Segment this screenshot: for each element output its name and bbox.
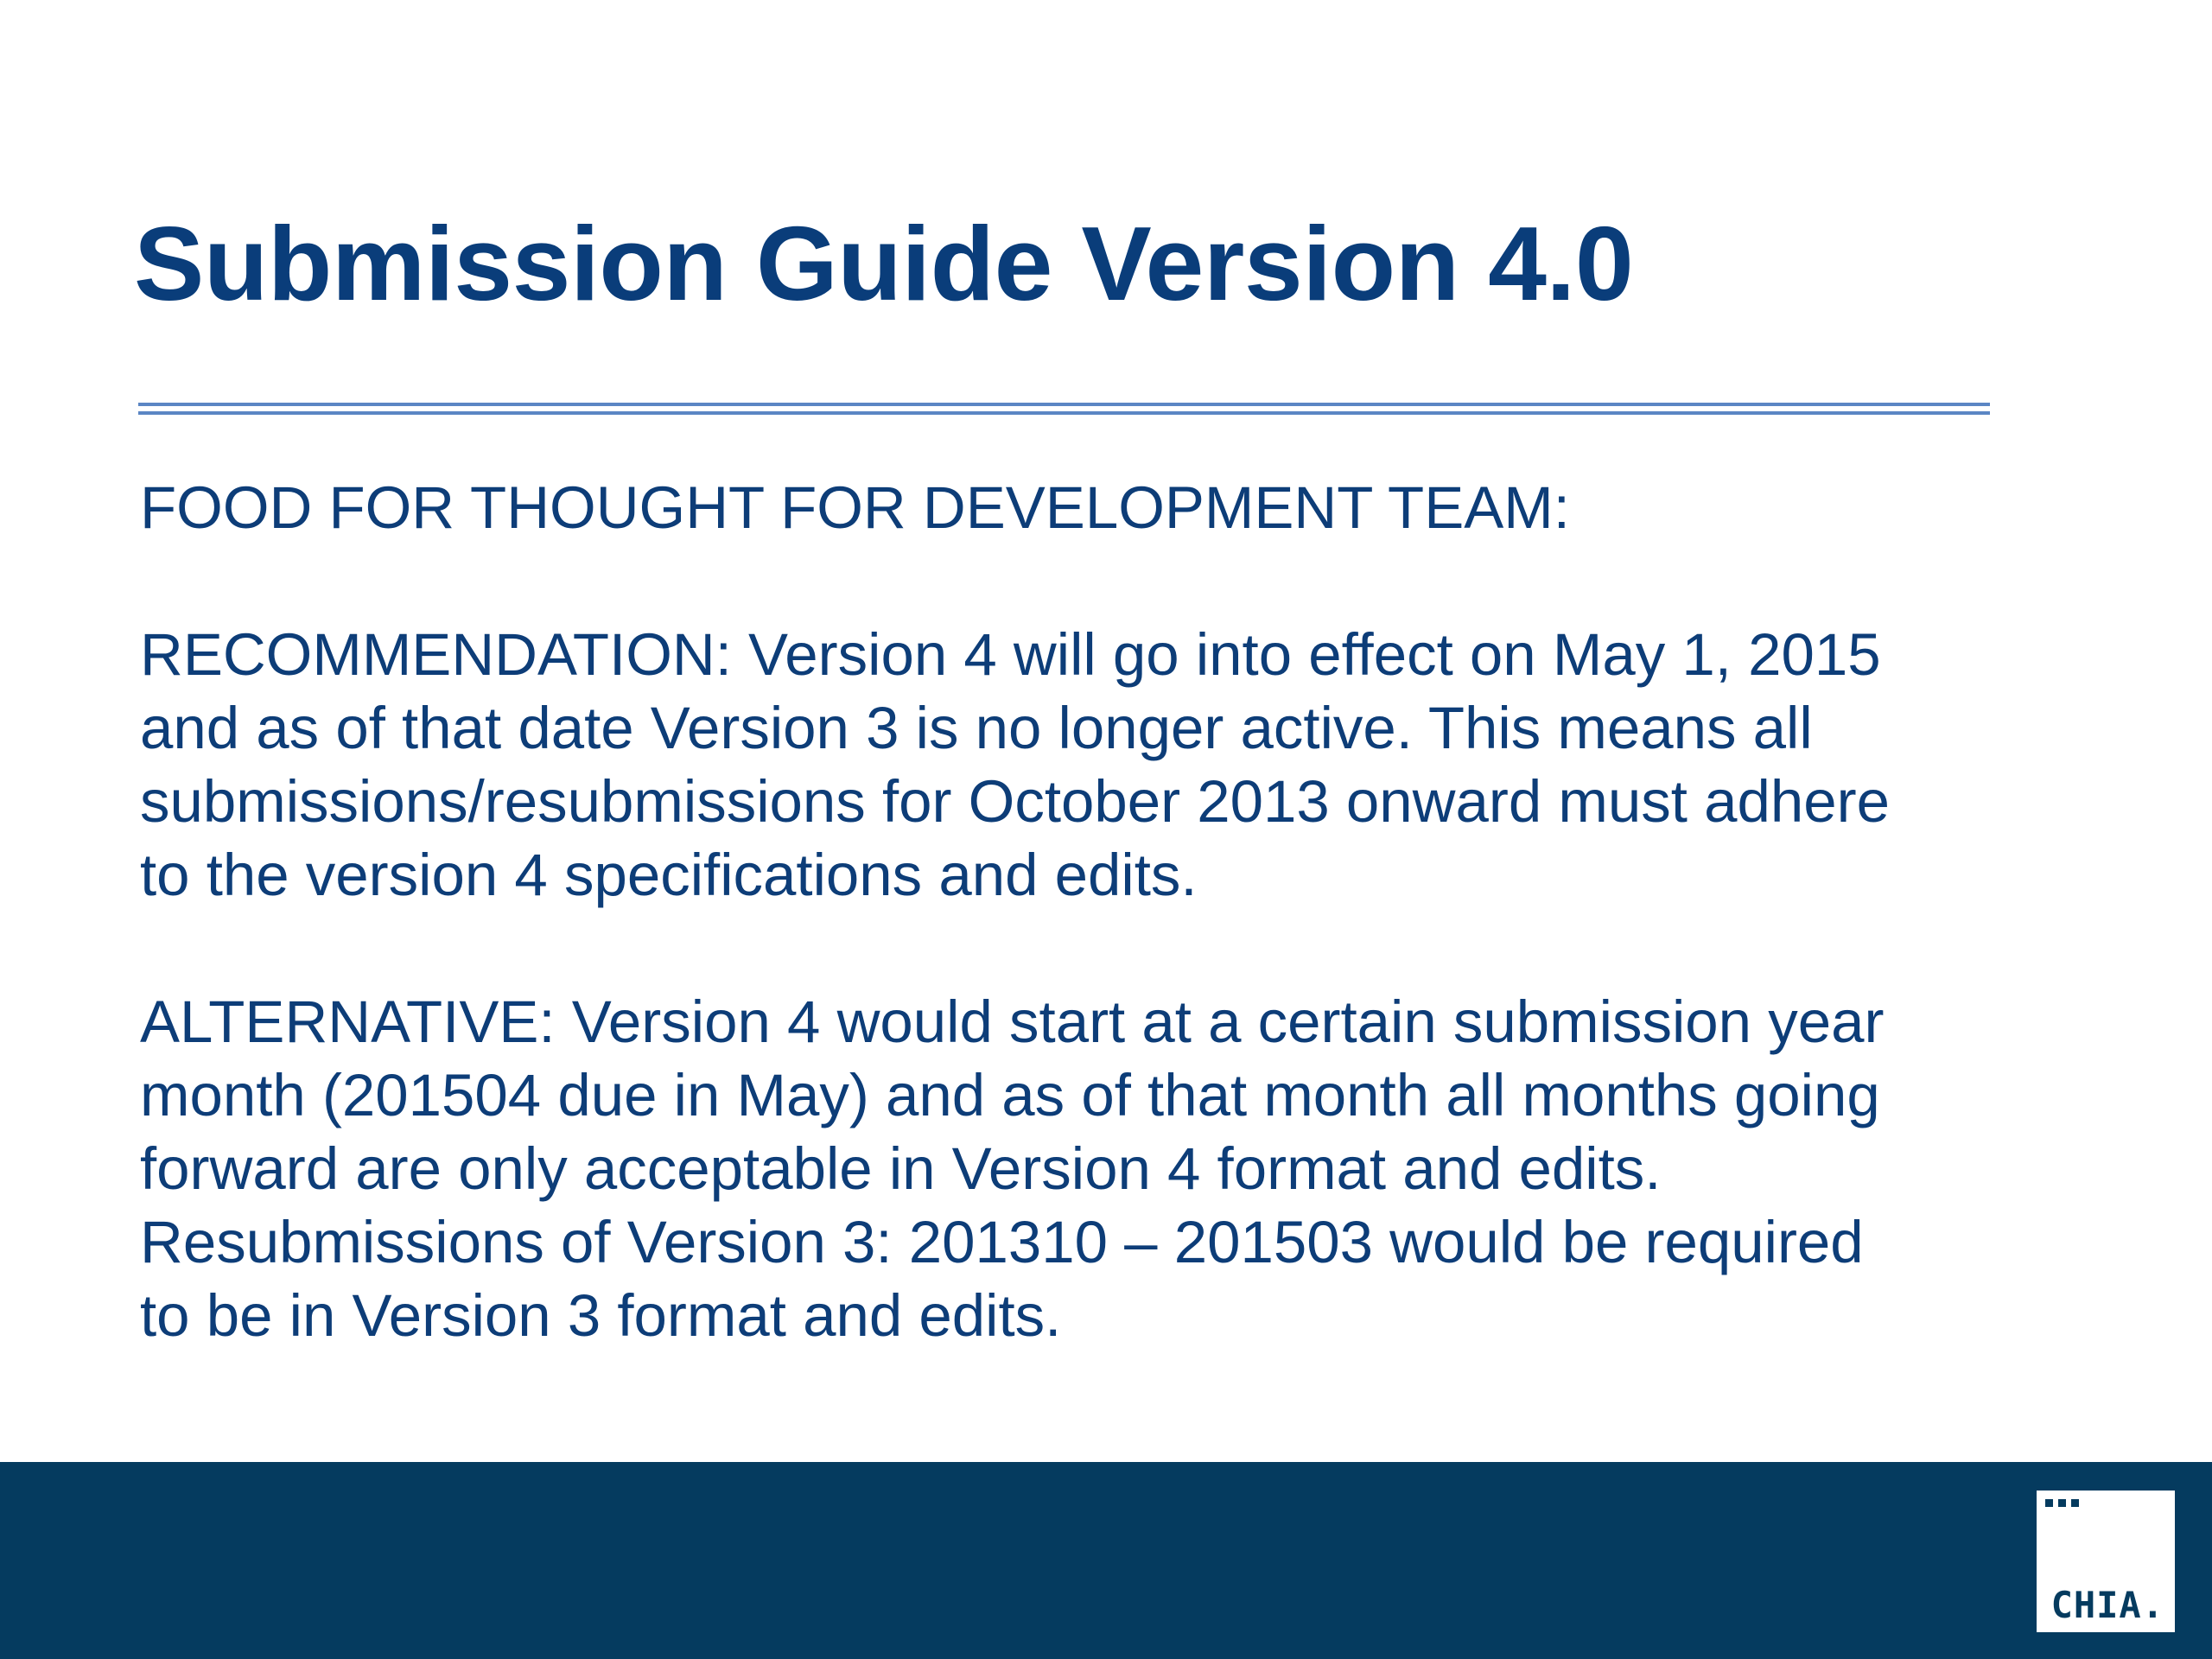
- logo-text: CHIA.: [2050, 1584, 2164, 1626]
- footer-bar: [0, 1462, 2212, 1659]
- logo-dots-icon: [2045, 1499, 2079, 1507]
- title-divider-bottom: [138, 411, 1990, 415]
- recommendation-paragraph: RECOMMENDATION: Version 4 will go into effect on May 1, 2015 and as of that date Version 3 is no longer active. This means all submissions/resubmissions for October 2013 onward must adhere to the version 4 specifications and edits.: [140, 621, 1890, 908]
- body-heading: FOOD FOR THOUGHT FOR DEVELOPMENT TEAM:: [140, 474, 1570, 541]
- slide-title: Submission Guide Version 4.0: [134, 205, 1634, 322]
- chia-logo: [2037, 1491, 2175, 1632]
- slide-body: [140, 471, 2058, 1352]
- alternative-paragraph: ALTERNATIVE: Version 4 would start at a certain submission year month (201504 due in May) and as of that month all months going forward are only acceptable in Version 4 format and edits. Resubmissions of Version 3: 201310 – 201503 would be required to be in Version 3 format and edits.: [140, 988, 1885, 1349]
- title-divider-top: [138, 403, 1990, 406]
